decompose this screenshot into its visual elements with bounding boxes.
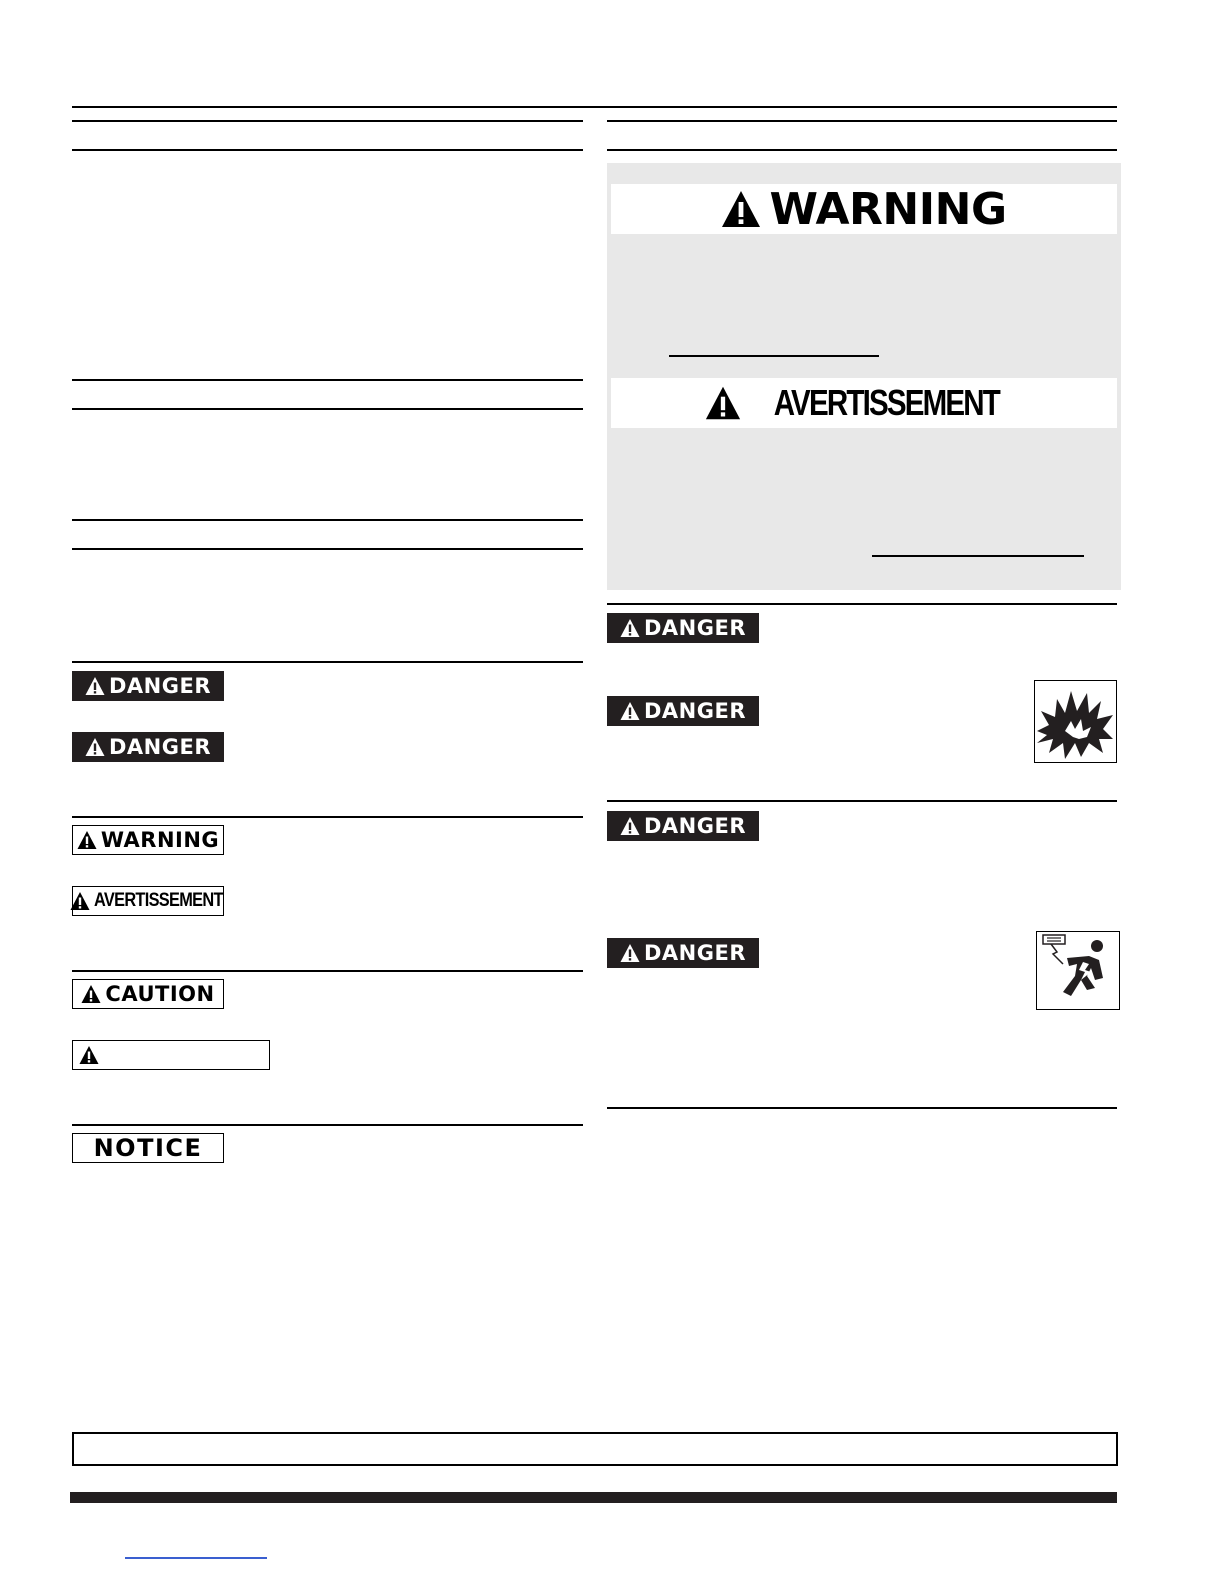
link-underline[interactable] xyxy=(125,1557,267,1559)
section-rule xyxy=(607,149,1117,151)
alert-triangle-icon xyxy=(85,737,105,757)
alert-triangle-icon xyxy=(81,984,101,1004)
avertissement-box-title: AVERTISSEMENT xyxy=(773,382,999,423)
alert-triangle-icon xyxy=(620,618,640,638)
danger-label: DANGER xyxy=(643,699,746,723)
alert-triangle-icon xyxy=(70,891,90,911)
alert-triangle-icon xyxy=(705,385,741,421)
alert-triangle-icon xyxy=(620,701,640,721)
footer-bar xyxy=(70,1492,1117,1503)
caution-symbol-badge xyxy=(72,1040,270,1070)
section-rule xyxy=(72,519,583,521)
section-rule xyxy=(607,800,1117,802)
danger-label: DANGER xyxy=(108,735,211,759)
section-rule xyxy=(72,661,583,663)
avertissement-badge xyxy=(72,886,224,916)
alert-triangle-icon xyxy=(721,189,761,229)
avertissement-banner xyxy=(611,378,1117,428)
section-rule xyxy=(72,970,583,972)
danger-badge xyxy=(607,811,759,841)
danger-badge xyxy=(72,671,224,701)
electric-shock-icon xyxy=(1036,931,1120,1010)
warning-box-title: WARNING xyxy=(769,183,1007,235)
notice-label: NOTICE xyxy=(93,1134,203,1162)
alert-triangle-icon xyxy=(620,816,640,836)
link-underline xyxy=(669,355,879,357)
danger-label: DANGER xyxy=(108,674,211,698)
top-rule xyxy=(72,106,1117,108)
danger-badge xyxy=(72,732,224,762)
section-rule xyxy=(72,149,583,151)
caution-label: CAUTION xyxy=(105,982,215,1006)
warning-box xyxy=(607,163,1121,590)
danger-badge xyxy=(607,613,759,643)
danger-label: DANGER xyxy=(643,616,746,640)
alert-triangle-icon xyxy=(620,943,640,963)
warning-banner xyxy=(611,184,1117,234)
warning-badge xyxy=(72,825,224,855)
avertissement-label: AVERTISSEMENT xyxy=(94,890,223,911)
link-underline xyxy=(872,555,1084,557)
danger-badge xyxy=(607,696,759,726)
footer-box xyxy=(72,1432,1118,1466)
section-rule xyxy=(72,816,583,818)
section-rule xyxy=(72,548,583,550)
explosion-icon xyxy=(1034,680,1117,763)
danger-label: DANGER xyxy=(643,814,746,838)
section-rule xyxy=(72,408,583,410)
section-rule xyxy=(607,1107,1117,1109)
alert-triangle-icon xyxy=(85,676,105,696)
section-rule xyxy=(72,379,583,381)
section-rule xyxy=(72,1124,583,1126)
section-rule xyxy=(607,603,1117,605)
danger-label: DANGER xyxy=(643,941,746,965)
section-rule xyxy=(607,120,1117,122)
alert-triangle-icon xyxy=(79,1045,99,1065)
warning-label: WARNING xyxy=(100,828,220,852)
section-rule xyxy=(72,120,583,122)
danger-badge xyxy=(607,938,759,968)
caution-badge xyxy=(72,979,224,1009)
alert-triangle-icon xyxy=(77,830,97,850)
notice-badge xyxy=(72,1133,224,1163)
